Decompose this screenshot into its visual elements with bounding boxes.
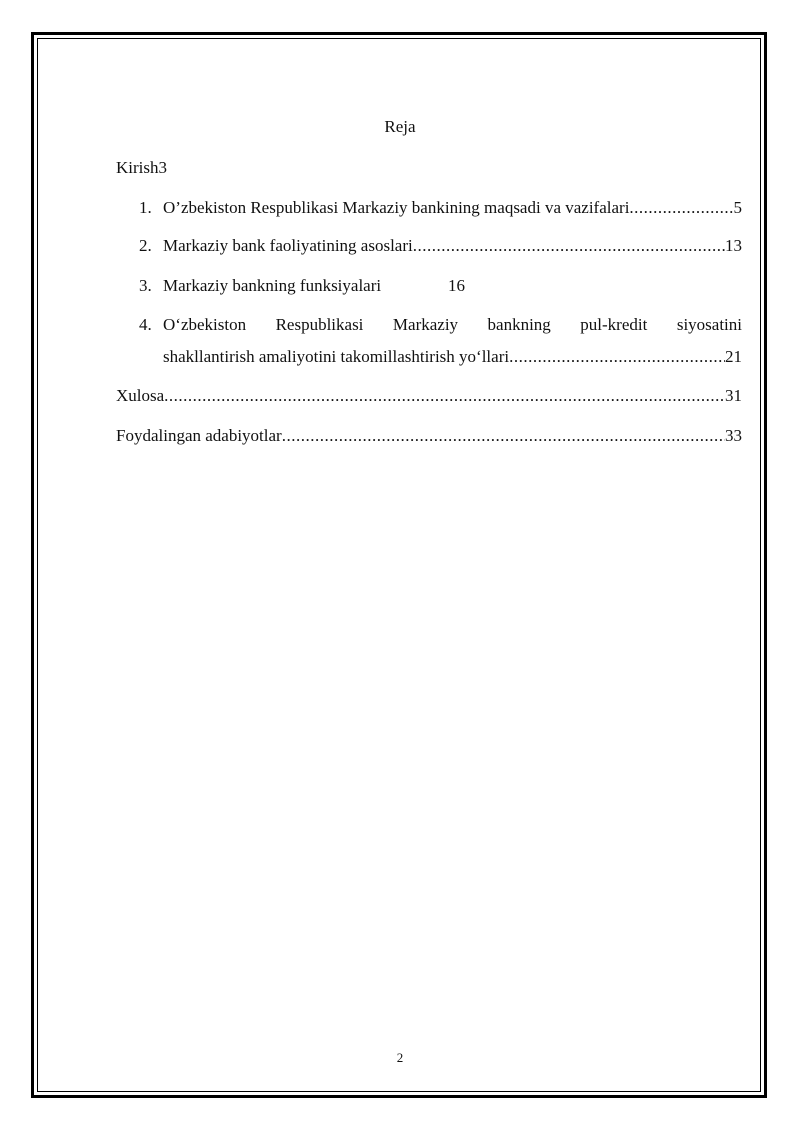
toc-item-4-line2[interactable] <box>163 346 742 368</box>
toc-item-3-number: 3. <box>139 276 152 295</box>
toc-item-4-word: Respublikasi <box>275 315 364 334</box>
toc-item-4-number: 4. <box>139 315 152 334</box>
toc-item-4-word: O‘zbekiston <box>163 315 247 334</box>
toc-item-3-page: 16 <box>448 276 465 295</box>
toc-references-text: Foydalingan adabiyotlar <box>116 426 282 445</box>
intro-line: Kirish3 <box>116 158 167 177</box>
toc-item-2-page: 13 <box>725 236 742 255</box>
toc-item-2[interactable] <box>163 235 742 257</box>
toc-item-4-word: Markaziy <box>392 315 459 334</box>
page-title: Reja <box>384 117 416 136</box>
toc-item-3-text[interactable]: Markaziy bankning funksiyalari <box>163 276 382 295</box>
toc-item-2-number: 2. <box>139 236 152 255</box>
toc-conclusion-page: 31 <box>725 386 742 405</box>
toc-item-4-word: bankning <box>487 315 551 334</box>
toc-item-2-leader <box>413 235 725 257</box>
toc-conclusion-leader <box>164 385 725 407</box>
toc-item-4-leader <box>509 346 725 368</box>
toc-references-leader <box>282 425 725 447</box>
toc-item-1[interactable] <box>163 197 742 219</box>
toc-item-4-word: siyosatini <box>676 315 742 334</box>
toc-item-4-word: pul-kredit <box>580 315 648 334</box>
toc-item-1-page: 5 <box>733 198 742 217</box>
toc-conclusion-text: Xulosa <box>116 386 165 405</box>
toc-conclusion[interactable] <box>116 385 742 407</box>
toc-item-1-text: O’zbekiston Respublikasi Markaziy bankining maqsadi va vazifalari <box>163 198 630 217</box>
toc-references[interactable] <box>116 425 742 447</box>
toc-item-4-line1[interactable] <box>163 314 742 336</box>
toc-item-4-text: shakllantirish amaliyotini takomillashtirish yo‘llari <box>163 347 510 366</box>
toc-item-2-text: Markaziy bank faoliyatining asoslari <box>163 236 413 255</box>
toc-item-1-number: 1. <box>139 198 152 217</box>
toc-item-4-page: 21 <box>725 347 742 366</box>
page-number: 2 <box>396 1050 404 1065</box>
toc-references-page: 33 <box>725 426 742 445</box>
toc-item-1-leader <box>629 197 733 219</box>
